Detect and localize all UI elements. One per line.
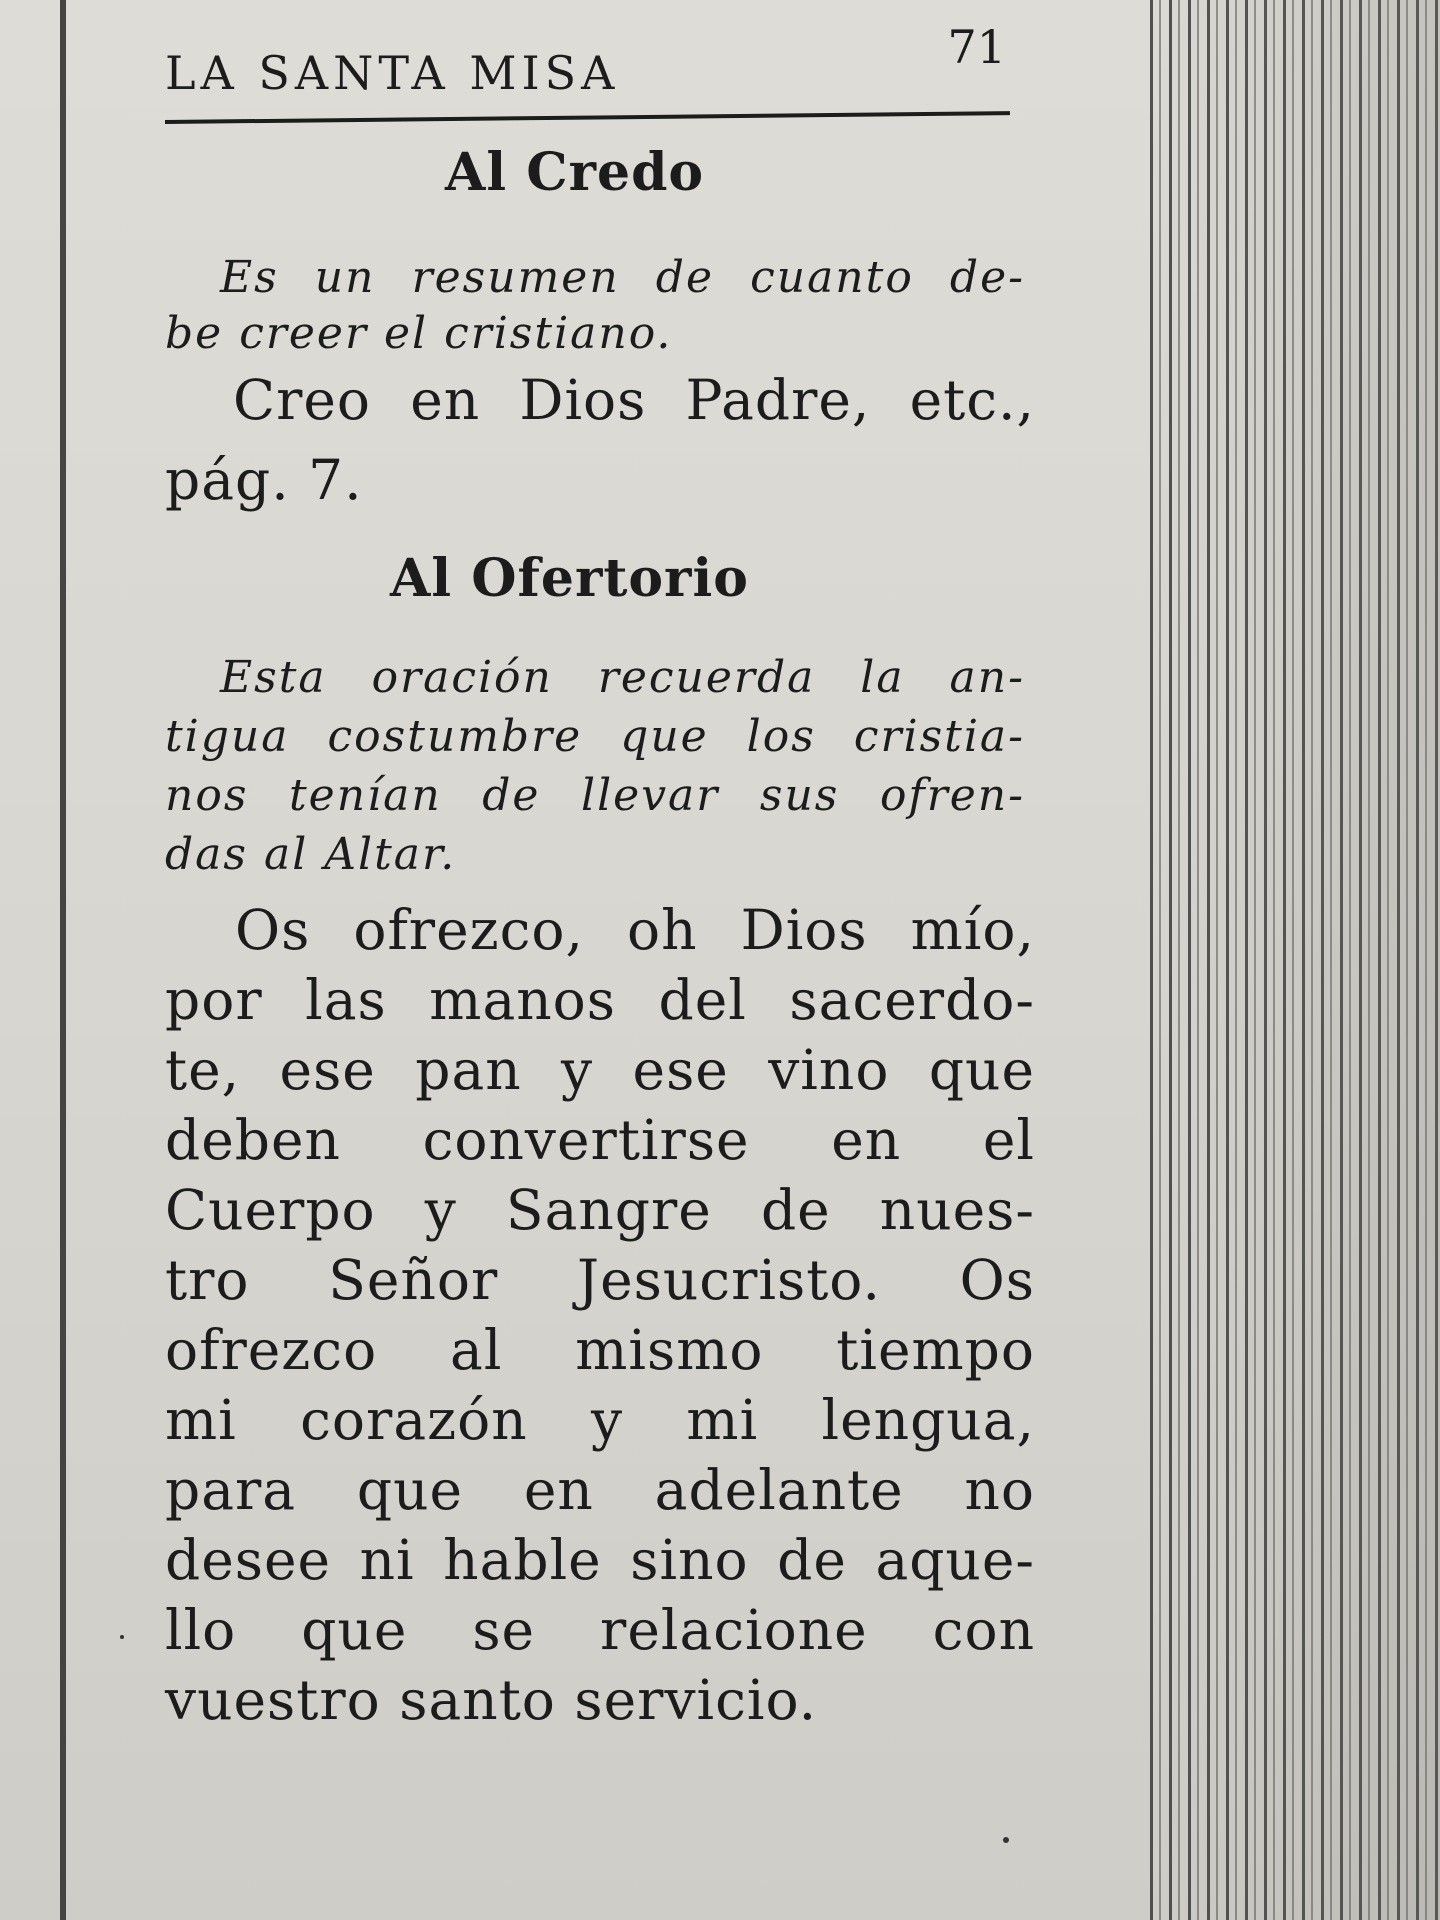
page-header [165, 20, 1010, 128]
note-line: be creer el cristiano. [165, 308, 673, 359]
body-line: Creo en Dios Padre, etc., [233, 368, 1035, 432]
running-head: LA SANTA MISA [165, 46, 620, 100]
body-line: para que en adelante no [165, 1458, 1035, 1522]
credo-note [165, 250, 1025, 362]
body-line: vuestro santo servicio. [165, 1668, 818, 1732]
note-line: Esta oración recuerda la an- [220, 652, 1025, 703]
body-line: Cuerpo y Sangre de nues- [165, 1178, 1035, 1242]
note-line: nos tenían de llevar sus ofren- [165, 770, 1025, 821]
body-line: Os ofrezco, oh Dios mío, [235, 898, 1035, 962]
credo-body [165, 360, 1035, 520]
header-rule [165, 111, 1010, 124]
body-line: mi corazón y mi lengua, [165, 1388, 1035, 1452]
body-line: desee ni hable sino de aque- [165, 1528, 1035, 1592]
body-line: deben convertirse en el [165, 1108, 1035, 1172]
body-line: pág. 7. [165, 448, 363, 512]
left-page-edge [60, 0, 66, 1920]
note-line: das al Altar. [165, 829, 457, 880]
ofertorio-note [165, 648, 1025, 884]
ink-speck [120, 1635, 124, 1639]
body-line: llo que se relacione con [165, 1598, 1035, 1662]
body-line: por las manos del sacerdo- [165, 968, 1035, 1032]
page-number: 71 [947, 20, 1006, 74]
body-line: ofrezco al mismo tiempo [165, 1318, 1035, 1382]
note-line: Es un resumen de cuanto de- [220, 252, 1025, 303]
body-line: te, ese pan y ese vino que [165, 1038, 1035, 1102]
body-line: tro Señor Jesucristo. Os [165, 1248, 1035, 1312]
section-title-ofertorio: Al Ofertorio [390, 548, 749, 609]
section-title-credo: Al Credo [445, 142, 705, 203]
ofertorio-body [165, 895, 1035, 1735]
page-edges-shade [1150, 0, 1440, 1920]
note-line: tigua costumbre que los cristia- [165, 711, 1025, 762]
ink-speck [1003, 1837, 1009, 1843]
